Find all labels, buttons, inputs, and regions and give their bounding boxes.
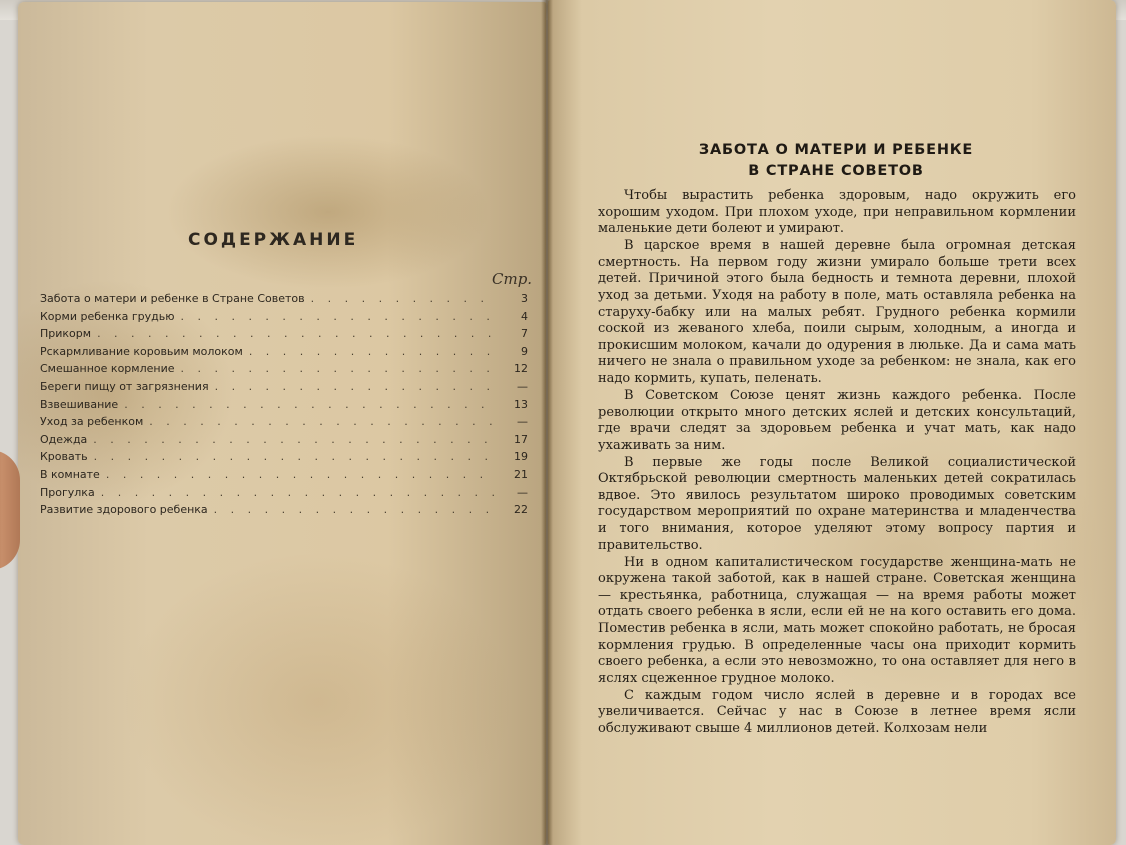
article-title bbox=[668, 140, 1004, 182]
toc-entry-page: 7 bbox=[521, 327, 528, 341]
toc-entry-page: 21 bbox=[514, 467, 528, 481]
toc-entry-label: Береги пищу от загрязнения bbox=[40, 379, 209, 393]
toc-entry bbox=[40, 450, 528, 468]
toc-leader-dots bbox=[180, 310, 496, 323]
toc-entry-label: Забота о матери и ребенке в Стране Советов bbox=[40, 292, 305, 305]
toc-entry-page: 3 bbox=[521, 292, 528, 305]
toc-entry-label: Смешанное кормление bbox=[40, 362, 175, 376]
article-title-line-1: ЗАБОТА О МАТЕРИ И РЕБЕНКЕ bbox=[698, 142, 974, 158]
toc-entry-page: 13 bbox=[514, 397, 528, 411]
toc-entry bbox=[40, 380, 528, 398]
toc-entry bbox=[40, 503, 528, 521]
toc-leader-dots bbox=[97, 327, 496, 340]
article-paragraph: Ни в одном капиталистическом государстве женщина-мать не окружена такой заботой, как в нашей стране. Советская женщина — крестьянка, работница, служащая — на время работы может отдать своего ребенка в ясли, если ей не на кого оставить его дома. Поместив ребенка в ясли, мать может спокойно работать, не бросая кормления грудью. В определенные часы она приходит кормить своего ребенка, а если это невозможно, то она оставляет для него в яслях сцеженное грудное молоко. bbox=[598, 554, 1076, 686]
toc-leader-dots bbox=[94, 450, 496, 463]
toc-leader-dots bbox=[124, 398, 496, 411]
toc-entry bbox=[40, 362, 528, 380]
toc-page-column-header: Стр. bbox=[492, 270, 533, 288]
article-body bbox=[598, 188, 1076, 738]
toc-entry-label: Взвешивание bbox=[40, 397, 119, 411]
toc-entry-label: Одежда bbox=[40, 432, 88, 446]
toc-leader-dots bbox=[93, 433, 496, 446]
toc-leader-dots bbox=[214, 503, 496, 516]
toc-entry-label: Уход за ребенком bbox=[40, 415, 144, 429]
article-title-line-2: В СТРАНЕ СОВЕТОВ bbox=[748, 163, 924, 179]
toc-leader-dots bbox=[181, 362, 497, 375]
toc-entry-label: Корми ребенка грудью bbox=[40, 309, 175, 323]
toc-list bbox=[40, 292, 528, 521]
toc-entry-page: 9 bbox=[521, 344, 528, 358]
article-paragraph: С каждым годом число яслей в деревне и в городах все увеличивается. Сейчас у нас в Союзе в летнее время ясли обслуживают свыше 4 миллионов детей. Колхозам нели bbox=[598, 687, 1076, 736]
toc-entry bbox=[40, 468, 528, 486]
toc-entry-page: 22 bbox=[514, 503, 528, 517]
toc-entry-page: — bbox=[517, 379, 528, 393]
toc-leader-dots bbox=[106, 468, 496, 481]
book-gutter bbox=[541, 0, 553, 845]
toc-entry-label: Прикорм bbox=[40, 327, 92, 341]
toc-entry bbox=[40, 327, 528, 345]
article-paragraph: Чтобы вырастить ребенка здоровым, надо окружить его хорошим уходом. При плохом уходе, при неправильном кормлении маленькие дети болеют и умирают. bbox=[598, 188, 1076, 237]
toc-entry bbox=[40, 415, 528, 433]
toc-entry-label: Рскармливание коровьим молоком bbox=[40, 344, 243, 358]
toc-entry-label: Прогулка bbox=[40, 485, 95, 499]
right-page-article bbox=[548, 0, 1116, 845]
toc-entry-page: — bbox=[517, 485, 528, 499]
toc-entry bbox=[40, 433, 528, 451]
toc-entry-page: — bbox=[517, 415, 528, 429]
toc-entry-page: 12 bbox=[514, 362, 528, 376]
toc-leader-dots bbox=[249, 345, 496, 358]
toc-entry-label: Кровать bbox=[40, 450, 88, 464]
toc-entry-page: 4 bbox=[521, 309, 528, 323]
holding-thumb bbox=[0, 450, 20, 570]
toc-entry bbox=[40, 398, 528, 416]
toc-leader-dots bbox=[149, 415, 496, 428]
toc-title: СОДЕРЖАНИЕ bbox=[188, 230, 359, 250]
toc-entry bbox=[40, 345, 528, 363]
article-paragraph: В первые же годы после Великой социалистической Октябрьской революции смертность маленьких детей сократилась вдвое. Это явилось результатом широко проводимых советским государством мероприятий по охране материнства и младенчества и того внимания, которое уделяют этому вопросу партия и правительство. bbox=[598, 454, 1076, 553]
toc-entry bbox=[40, 486, 528, 504]
toc-entry-label: Развитие здорового ребенка bbox=[40, 503, 208, 517]
article-paragraph: В царское время в нашей деревне была огромная детская смертность. На первом году жизни умирало больше трети всех детей. Причиной этого была бедность и темнота деревни, плохой уход за детьми. Уходя на работу в поле, мать оставляла ребенка на старуху-бабку или на малых ребят. Грудного ребенка кормили соской из жеваного хлеба, поили сырым, холодным, а иногда и прокисшим молоком, качали до одурения в люльке. Да и сама мать ничего не знала о правильном уходе за ребенком: не знала, как его надо кормить, купать, пеленать. bbox=[598, 238, 1076, 386]
left-page-table-of-contents bbox=[18, 2, 546, 845]
toc-leader-dots bbox=[311, 292, 496, 305]
toc-entry-page: 19 bbox=[514, 450, 528, 464]
toc-entry bbox=[40, 292, 528, 310]
toc-entry-label: В комнате bbox=[40, 467, 100, 481]
toc-entry bbox=[40, 310, 528, 328]
article-paragraph: В Советском Союзе ценят жизнь каждого ребенка. После революции открыто много детских яслей и детских консультаций, где врачи следят за здоровьем ребенка и учат мать, как надо ухаживать за ним. bbox=[598, 387, 1076, 453]
toc-entry-page: 17 bbox=[514, 432, 528, 446]
toc-leader-dots bbox=[215, 380, 496, 393]
toc-leader-dots bbox=[101, 486, 496, 499]
